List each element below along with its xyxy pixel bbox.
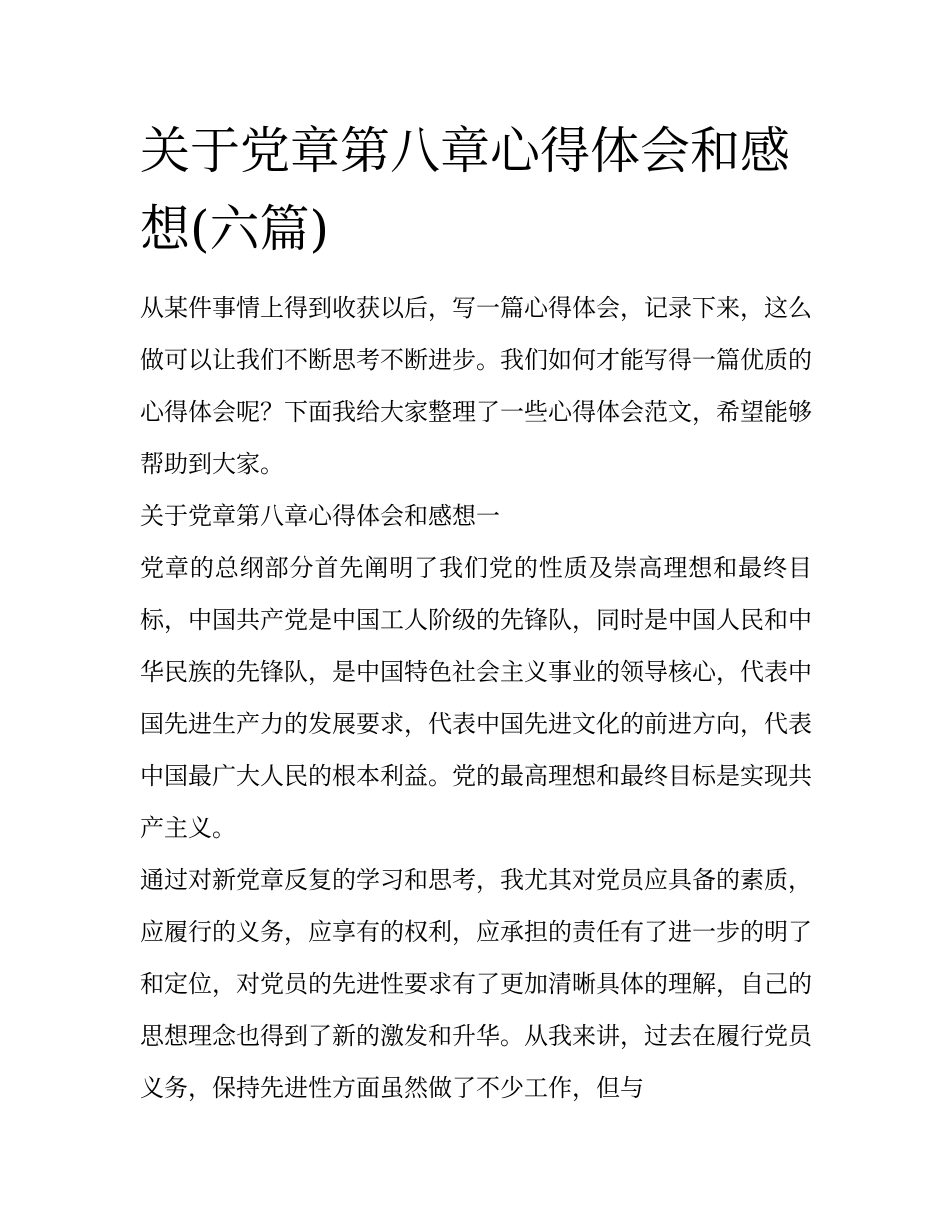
intro-paragraph: 从某件事情上得到收获以后，写一篇心得体会，记录下来，这么做可以让我们不断思考不断进步。我们如何才能写得一篇优质的心得体会呢？下面我给大家整理了一些心得体会范文，希望能够帮助到大家。: [140, 294, 812, 478]
body-paragraph-1: 党章的总纲部分首先阐明了我们党的性质及崇高理想和最终目标，中国共产党是中国工人阶级的先锋队，同时是中国人民和中华民族的先锋队，是中国特色社会主义事业的领导核心，代表中国先进生产力的发展要求，代表中国先进文化的前进方向，代表中国最广大人民的根本利益。党的最高理想和最终目标是实现共产主义。: [140, 554, 812, 842]
document-title: 关于党章第八章心得体会和感想(六篇): [140, 122, 790, 258]
body-paragraph-2: 通过对新党章反复的学习和思考，我尤其对党员应具备的素质，应履行的义务，应享有的权利，应承担的责任有了进一步的明了和定位，对党员的先进性要求有了更加清晰具体的理解，自己的思想理念也得到了新的激发和升华。从我来讲，过去在履行党员义务，保持先进性方面虽然做了不少工作，但与: [140, 866, 812, 1102]
section-heading: 关于党章第八章心得体会和感想一: [140, 502, 500, 530]
